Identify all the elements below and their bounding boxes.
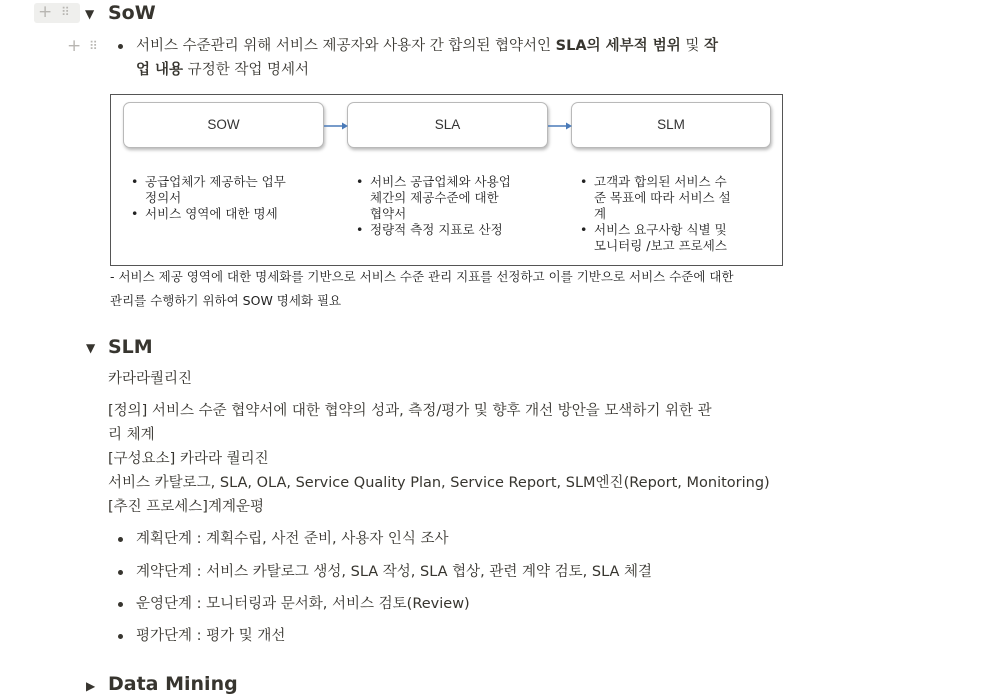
bullet-dot <box>118 44 123 49</box>
sow-diagram-image <box>110 94 783 266</box>
diagram-list-sla: • 서비스 공급업체와 사용업 체간의 제공수준에 대한 협약서 • 정량적 측정 지표로 산정 <box>356 174 511 237</box>
add-block-icon[interactable]: + <box>38 2 53 22</box>
heading-data-mining: Data Mining <box>108 673 238 695</box>
bullet-dot <box>118 570 123 575</box>
add-block-icon[interactable]: + <box>67 36 82 56</box>
slm-bullet-item: 계약단계 : 서비스 카탈로그 생성, SLA 작성, SLA 협상, 관련 계약 검토, SLA 체결 <box>136 564 653 580</box>
toggle-open-icon[interactable]: ▼ <box>86 341 96 355</box>
diagram-box-slm: SLM <box>571 102 771 148</box>
diagram-caption-line2: 관리를 수행하기 위하여 SOW 명세화 필요 <box>110 293 342 308</box>
diagram-box-sow: SOW <box>123 102 324 148</box>
drag-handle-icon[interactable]: ⠿ <box>61 5 69 19</box>
sow-bullet-text-cont: 업 내용 규정한 작업 명세서 <box>136 62 309 78</box>
diagram-list-sow: • 공급업체가 제공하는 업무 정의서 • 서비스 영역에 대한 명세 <box>131 174 286 221</box>
diagram-caption-line1: - 서비스 제공 영역에 대한 명세화를 기반으로 서비스 수준 관리 지표를 선정하고 이를 기반으로 서비스 수준에 대한 <box>110 269 734 284</box>
bullet-dot <box>118 634 123 639</box>
slm-bullet-item: 운영단계 : 모니터링과 문서화, 서비스 검토(Review) <box>136 596 470 612</box>
slm-text-line: [추진 프로세스]계계운평 <box>108 499 264 515</box>
drag-handle-icon[interactable]: ⠿ <box>89 39 97 53</box>
sow-bullet-text: 서비스 수준관리 위해 서비스 제공자와 사용자 간 합의된 협약서인 SLA의 세부적 범위 및 작 <box>136 38 718 54</box>
slm-text-line: 카라라퀄리진 <box>108 371 193 387</box>
heading-slm: SLM <box>108 336 153 358</box>
toggle-closed-icon[interactable]: ▶ <box>86 679 96 693</box>
toggle-open-icon[interactable]: ▼ <box>85 7 95 21</box>
slm-bullet-item: 평가단계 : 평가 및 개선 <box>136 628 286 644</box>
diagram-list-slm: • 고객과 합의된 서비스 수 준 목표에 따라 서비스 설 계 • 서비스 요구사항 식별 및 모니터링 /보고 프로세스 <box>580 174 731 253</box>
slm-text-line: [구성요소] 카라라 퀄리진 <box>108 451 269 467</box>
slm-bullet-item: 계획단계 : 계획수립, 사전 준비, 사용자 인식 조사 <box>136 531 449 547</box>
heading-sow: SoW <box>108 2 156 24</box>
slm-text-line: 서비스 카탈로그, SLA, OLA, Service Quality Plan, Service Report, SLM엔진(Report, Monitoring) <box>108 475 770 491</box>
slm-text-line: 리 체계 <box>108 427 155 443</box>
bullet-dot <box>118 602 123 607</box>
slm-text-line: [정의] 서비스 수준 협약서에 대한 협약의 성과, 측정/평가 및 향후 개선 방안을 모색하기 위한 관 <box>108 403 712 419</box>
diagram-box-sla: SLA <box>347 102 548 148</box>
bullet-dot <box>118 537 123 542</box>
